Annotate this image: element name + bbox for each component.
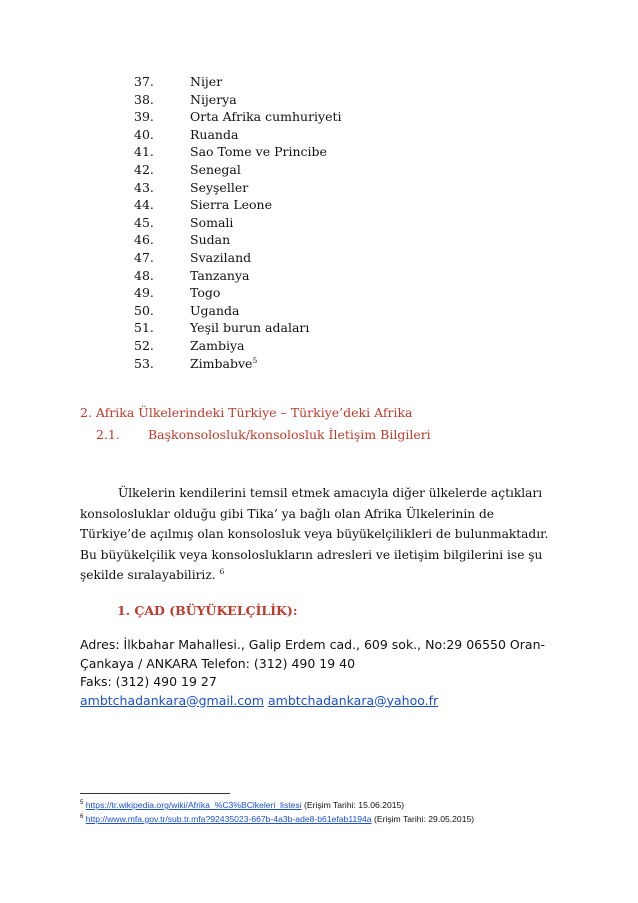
- list-item-name: Yeşil burun adaları: [190, 320, 310, 336]
- embassy-title: 1. ÇAD (BÜYÜKELÇİLİK):: [117, 603, 298, 618]
- footnote-6: [80, 814, 474, 824]
- email-link-gmail[interactable]: ambtchadankara@gmail.com: [80, 692, 265, 708]
- list-item: [134, 214, 342, 232]
- list-item-number: 53.: [134, 355, 154, 371]
- list-item-name: Orta Afrika cumhuriyeti: [190, 109, 342, 125]
- footnote-5: [80, 800, 404, 810]
- subsection-number: 2.1.: [96, 427, 120, 442]
- footnote-number: 6: [80, 814, 84, 821]
- list-item-name: [190, 355, 257, 373]
- paragraph-line: Ülkelerin kendilerini temsil etmek amacıyla diğer ülkelerde açtıkları: [118, 486, 543, 500]
- paragraph-line-text: şekilde sıralayabiliriz.: [80, 568, 216, 582]
- list-item: [134, 143, 342, 161]
- email-line: [80, 692, 565, 711]
- list-item: [134, 126, 342, 144]
- email-link-yahoo[interactable]: ambtchadankara@yahoo.fr: [268, 692, 439, 708]
- list-item-number: 38.: [134, 91, 154, 107]
- embassy-contact: [80, 636, 565, 710]
- paragraph-line: Bu büyükelçilik veya konsoloslukların adresleri ve iletişim bilgilerini ise şu: [80, 547, 543, 562]
- paragraph-line: Türkiye’de açılmış olan konsolosluk veya büyükelçilikleri de bulunmaktadır.: [80, 527, 549, 541]
- list-item-number: 46.: [134, 232, 154, 248]
- list-item-name: Tanzanya: [190, 267, 250, 283]
- list-item: [134, 231, 342, 249]
- paragraph-line: konsolosluklar olduğu gibi Tika’ ya bağlı olan Afrika Ülkelerinin de: [80, 506, 494, 521]
- list-item-number: 43.: [134, 179, 154, 195]
- list-item: [134, 267, 342, 285]
- list-item-number: 37.: [134, 74, 154, 89]
- list-item: [134, 179, 342, 197]
- list-item-name: Sierra Leone: [190, 197, 273, 213]
- list-item-name: Nijerya: [190, 91, 237, 107]
- list-item-name: Sudan: [190, 232, 231, 248]
- list-item-number: 47.: [134, 249, 154, 265]
- footnote-link[interactable]: http://www.mfa.gov.tr/sub.tr.mfa?92435023-667b-4a3b-ade8-b61efab1194a: [85, 814, 372, 824]
- list-item: [134, 355, 342, 373]
- body-paragraph: [80, 483, 565, 586]
- list-item: [134, 196, 342, 214]
- country-list: [134, 73, 342, 372]
- footnote-ref-6[interactable]: 6: [219, 566, 225, 576]
- list-item-name: Zambiya: [190, 337, 245, 353]
- subsection-heading: [96, 427, 431, 442]
- list-item: [134, 284, 342, 302]
- list-item: [134, 108, 342, 126]
- list-item-number: 49.: [134, 285, 154, 301]
- list-item-number: 39.: [134, 109, 154, 125]
- footnote-ref-5[interactable]: 5: [252, 355, 258, 365]
- list-item-name: Senegal: [190, 161, 241, 177]
- list-item-name: Somali: [190, 214, 234, 230]
- paragraph-line: [80, 565, 565, 586]
- list-item: [134, 319, 342, 337]
- list-item-number: 51.: [134, 320, 154, 336]
- address-line: Adres: İlkbahar Mahallesi., Galip Erdem cad., 609 sok., No:29 06550 Oran-: [80, 637, 546, 652]
- list-item-number: 52.: [134, 337, 154, 353]
- list-item-number: 44.: [134, 197, 154, 213]
- list-item: [134, 249, 342, 267]
- list-item: [134, 302, 342, 320]
- list-item-name: Seyşeller: [190, 179, 249, 195]
- list-item: [134, 73, 342, 91]
- list-item-name: Sao Tome ve Princibe: [190, 144, 327, 160]
- list-item-name: Togo: [190, 285, 221, 301]
- list-item-number: 45.: [134, 214, 154, 230]
- list-item-name-text: Zimbabve: [190, 355, 253, 371]
- list-item: [134, 337, 342, 355]
- list-item-number: 50.: [134, 302, 154, 318]
- footnote-access-date: (Erişim Tarihi: 15.06.2015): [304, 800, 405, 810]
- list-item: [134, 161, 342, 179]
- list-item-number: 41.: [134, 144, 154, 160]
- list-item-number: 40.: [134, 126, 154, 142]
- subsection-title: Başkonsolosluk/konsolosluk İletişim Bilgileri: [148, 427, 431, 442]
- footnote-divider: [80, 793, 230, 794]
- list-item-name: Ruanda: [190, 126, 239, 142]
- section-heading: 2. Afrika Ülkelerindeki Türkiye – Türkiye’deki Afrika: [80, 405, 413, 420]
- list-item-number: 42.: [134, 161, 154, 177]
- footnote-number: 5: [80, 800, 84, 807]
- list-item: [134, 91, 342, 109]
- list-item-number: 48.: [134, 267, 154, 283]
- list-item-name: Svaziland: [190, 249, 252, 265]
- footnote-access-date: (Erişim Tarihi: 29.05.2015): [373, 814, 475, 824]
- list-item-name: Nijer: [190, 74, 223, 89]
- list-item-name: Uganda: [190, 302, 240, 318]
- footnote-link[interactable]: https://tr.wikipedia.org/wiki/Afrika_%C3%BClkeleri_listesi: [85, 800, 302, 810]
- fax-line: Faks: (312) 490 19 27: [80, 674, 217, 689]
- address-line: Çankaya / ANKARA Telefon: (312) 490 19 40: [80, 655, 356, 671]
